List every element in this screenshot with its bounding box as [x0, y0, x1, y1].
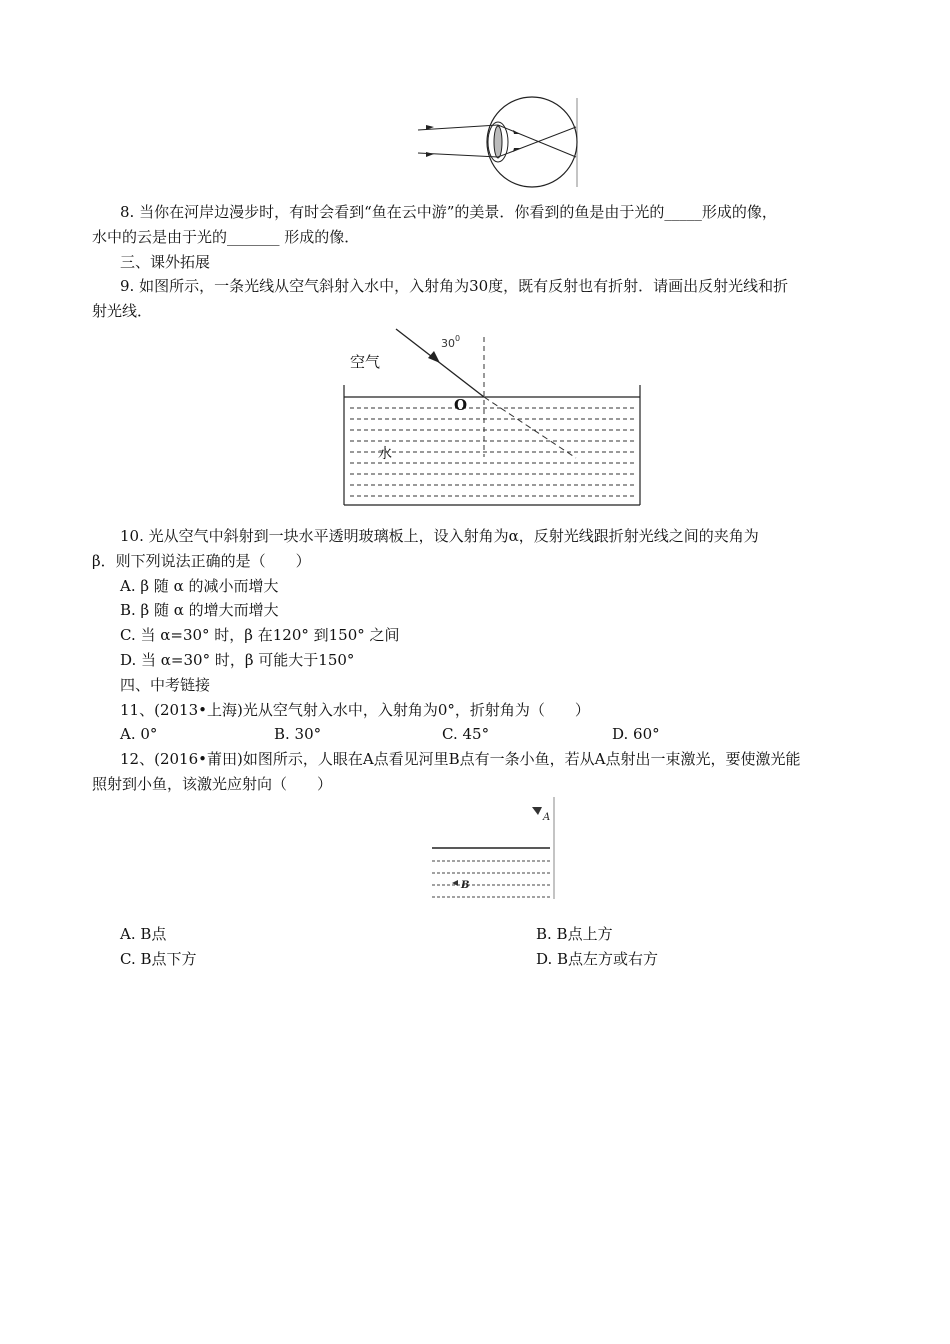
q11-option-c: C. 45° [442, 725, 490, 743]
section-heading-4: 四、中考链接 [120, 676, 211, 694]
river-diagram [430, 795, 560, 905]
q12-option-c: C. B点下方 [120, 950, 197, 968]
q11-option-b: B. 30° [274, 725, 322, 743]
air-label: 空气 [350, 353, 381, 371]
eye-diagram [410, 95, 590, 190]
refraction-diagram [330, 325, 650, 510]
q10-line1: 10. 光从空气中斜射到一块水平透明玻璃板上，设入射角为α，反射光线跟折射光线之间的夹角为 [120, 527, 759, 545]
point-o-label: O [454, 396, 468, 414]
q11-stem: 11、(2013•上海)光从空气射入水中，入射角为0°，折射角为（ ） [120, 701, 590, 719]
q12-line1: 12、(2016•莆田)如图所示，人眼在A点看见河里B点有一条小鱼，若从A点射出一束激光，要使激光能 [120, 750, 801, 768]
q8-line2: 水中的云是由于光的_______ 形成的像． [92, 228, 360, 246]
q9-line2: 射光线． [92, 302, 153, 320]
angle-label: 30 [441, 337, 455, 350]
q10-option-d: D. 当 α=30° 时，β 可能大于150° [120, 651, 355, 669]
eye-icon [532, 807, 542, 815]
q10-option-a: A. β 随 α 的减小而增大 [120, 577, 279, 595]
q10-option-b: B. β 随 α 的增大而增大 [120, 601, 279, 619]
q12-option-a: A. B点 [120, 925, 167, 943]
q11-option-a: A. 0° [120, 725, 158, 743]
q12-line2: 照射到小鱼，该激光应射向（ ） [92, 775, 333, 793]
label-a: A [543, 812, 551, 823]
section-heading-3: 三、课外拓展 [120, 253, 211, 271]
q10-line2: β．则下列说法正确的是（ ） [92, 552, 311, 570]
water-label: 水 [378, 446, 392, 462]
label-b: B [461, 880, 470, 891]
q8-line1: 8. 当你在河岸边漫步时，有时会看到“鱼在云中游”的美景．你看到的鱼是由于光的_____形成的像， [120, 203, 777, 221]
q10-option-c: C. 当 α=30° 时，β 在120° 到150° 之间 [120, 626, 400, 644]
q11-option-d: D. 60° [612, 725, 660, 743]
q12-option-b: B. B点上方 [536, 925, 613, 943]
q12-option-d: D. B点左方或右方 [536, 950, 659, 968]
angle-sup: 0 [455, 334, 461, 343]
q9-line1: 9. 如图所示，一条光线从空气斜射入水中，入射角为30度，既有反射也有折射．请画出反射光线和折 [120, 277, 789, 295]
